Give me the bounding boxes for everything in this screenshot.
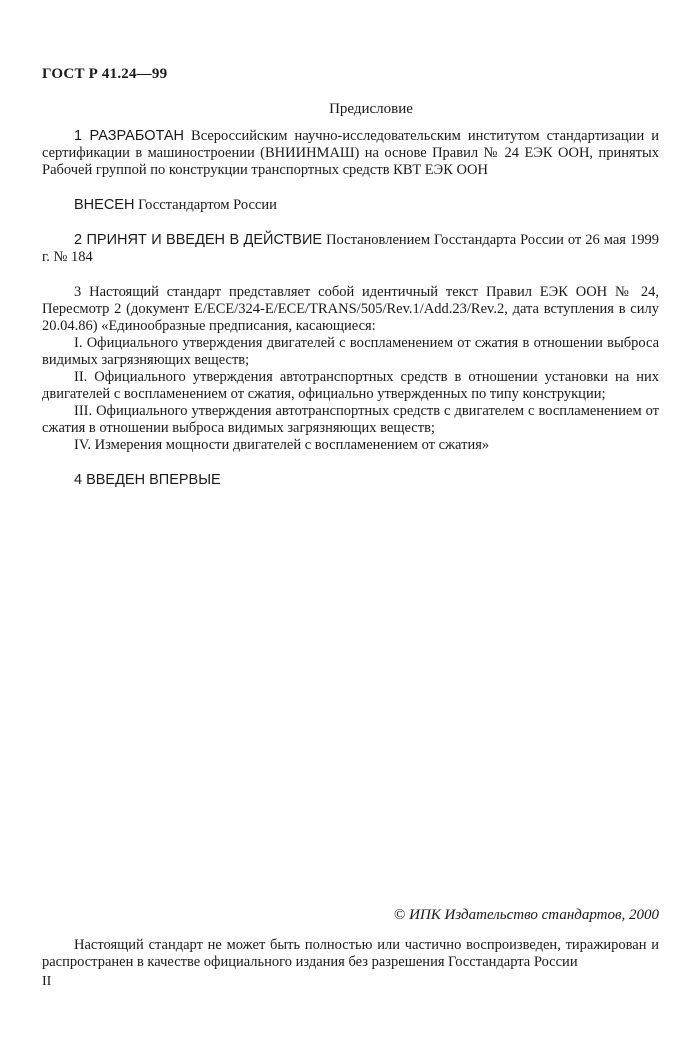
list-item: IV. Измерения мощности двигателей с воспламенением от сжатия» [74,437,490,453]
copyright-line [394,907,659,924]
paragraph-identical-text: 3 Настоящий стандарт представляет собой идентичный текст Правил ЕЭК ООН № 24, Пересмотр 2 (документ E/ECE/324-E/ECE/TRANS/505/Rev.1/Add.23/Rev.2, дата вступления в силу 20.04.86) «Единообразные предписания, касающиеся: [42,284,659,334]
list-item: I. Официального утверждения двигателей с воспламенением от сжатия в отношении выброса видимых загрязняющих веществ; [42,335,659,368]
reproduction-notice: Настоящий стандарт не может быть полностью или частично воспроизведен, тиражирован и распространен в качестве официального издания без разрешения Госстандарта России [42,937,659,970]
preface-body [42,128,659,489]
paragraph-text: Постановлением Госстандарта России от 26 мая 1999 г. № 184 [42,232,659,265]
paragraph-adopted [42,232,659,266]
page-number: II [42,974,52,989]
paragraph-first-introduced [42,472,659,489]
section-title: Предисловие [329,101,413,117]
list-item: II. Официального утверждения автотранспортных средств в отношении установки на них двигателей с воспламенением от сжатия, официально утвержденных по типу конструкции; [42,369,659,402]
paragraph-text: Всероссийским научно-исследовательским институтом стандартизации и сертификации в машиностроении (ВНИИНМАШ) на основе Правил № 24 ЕЭК ООН, принятых Рабочей группой по конструкции транспортных средств КВТ ЕЭК ООН [42,128,660,178]
paragraph-lead: 4 ВВЕДЕН ВПЕРВЫЕ [74,472,221,488]
paragraph-text: Госстандартом России [134,197,277,213]
paragraph-lead: 2 ПРИНЯТ И ВВЕДЕН В ДЕЙСТВИЕ [74,232,323,248]
paragraph-developed [42,128,659,179]
copyright-text: ИПК Издательство стандартов, 2000 [405,907,659,923]
paragraph-introduced [42,197,659,214]
document-code: ГОСТ Р 41.24—99 [42,66,168,82]
copyright-symbol: © [394,907,406,923]
paragraph-lead: 1 РАЗРАБОТАН [74,128,185,144]
list-item: III. Официального утверждения автотранспортных средств с двигателем с воспламенением от сжатия в отношении выброса видимых загрязняющих веществ; [42,403,659,436]
paragraph-lead: ВНЕСЕН [74,197,135,213]
